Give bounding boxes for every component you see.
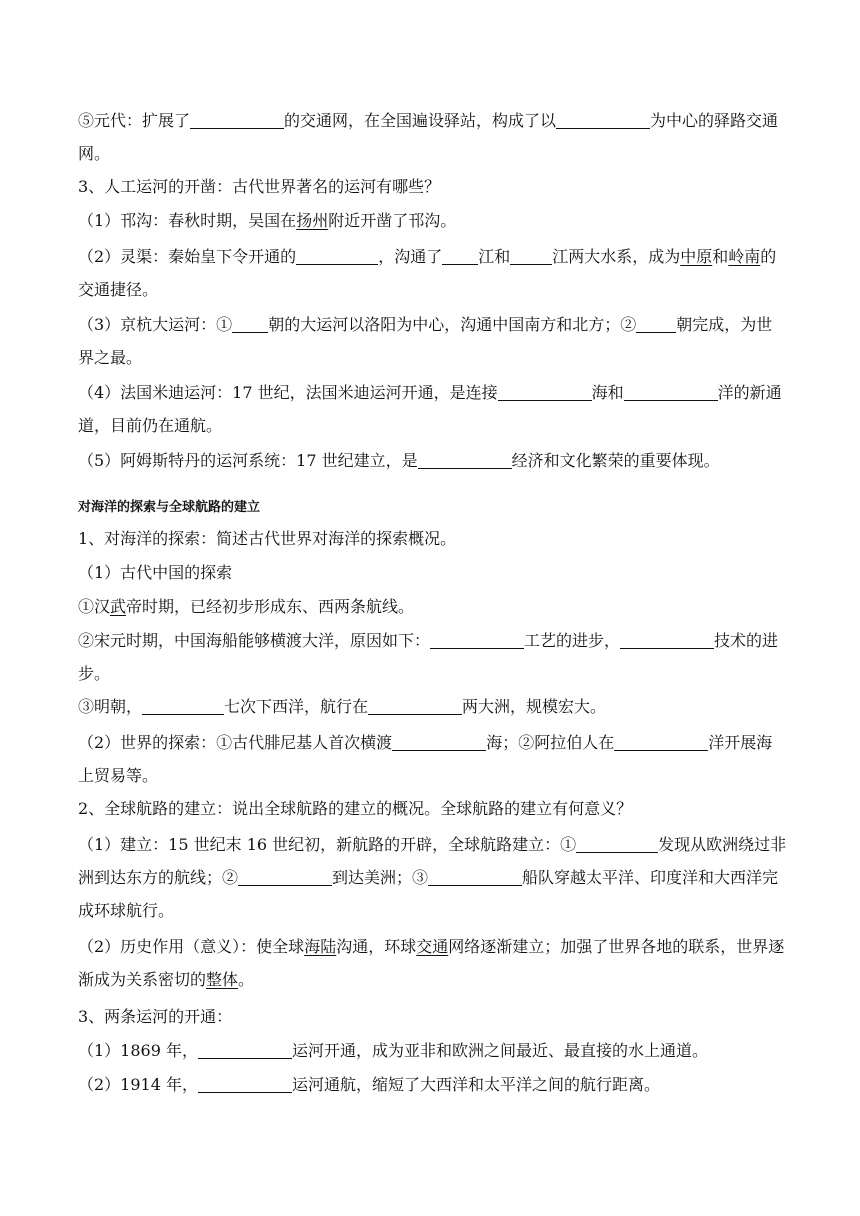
text: 运河开通，成为亚非和欧洲之间最近、最直接的水上通道。 — [292, 1041, 709, 1060]
text: 。 — [238, 970, 255, 989]
panama-item — [78, 1068, 788, 1101]
text: 的交通捷径。 — [78, 247, 777, 299]
answer-blank[interactable] — [442, 247, 478, 265]
text: 网络逐渐建立；加强了世界各地的联系，世界逐渐成为关系密切的 — [78, 937, 785, 989]
underlined-term: 中原 — [680, 247, 713, 266]
text: 运河通航，缩短了大西洋和太平洋之间的航行距离。 — [292, 1075, 661, 1094]
significance-item — [78, 930, 788, 996]
text: 洋的新通道，目前仍在通航。 — [78, 383, 782, 435]
text: （4）法国米迪运河：17 世纪，法国米迪运河开通，是连接 — [78, 383, 498, 402]
suez-item — [78, 1034, 788, 1067]
text: 船队穿越太平洋、印度洋和大西洋完成环球航行。 — [78, 868, 779, 920]
text: 朝完成，为世界之最。 — [78, 315, 773, 367]
text: 为中心的驿路交通网。 — [78, 111, 779, 163]
ocean-question-3: 3、两条运河的开通： — [78, 1007, 233, 1026]
ocean-question-2: 2、全球航路的建立：说出全球航路的建立的概况。全球航路的建立有何意义？ — [78, 799, 633, 818]
answer-blank[interactable] — [296, 247, 378, 265]
text: （2）历史作用（意义）：使全球 — [78, 937, 305, 956]
text: 经济和文化繁荣的重要体现。 — [511, 451, 720, 470]
jinghang-item — [78, 308, 788, 374]
answer-blank[interactable] — [614, 733, 708, 751]
lingqu-item — [78, 240, 788, 306]
answer-blank[interactable] — [510, 247, 552, 265]
text: （3）京杭大运河：① — [78, 315, 233, 334]
canal-question-title: 3、人工运河的开凿：古代世界著名的运河有哪些？ — [78, 177, 441, 196]
answer-blank[interactable] — [498, 383, 592, 401]
text: （1）邗沟：春秋时期，吴国在 — [78, 211, 297, 230]
text: 和 — [712, 247, 729, 266]
text: ⑤元代：扩展了 — [78, 111, 191, 130]
answer-blank[interactable] — [198, 1041, 292, 1059]
text: ，沟通了 — [378, 247, 443, 266]
text: 江和 — [478, 247, 511, 266]
hangou-item — [78, 204, 788, 237]
answer-blank[interactable] — [620, 631, 714, 649]
answer-blank[interactable] — [430, 631, 524, 649]
underlined-term: 海陆 — [304, 937, 337, 956]
underlined-term: 岭南 — [728, 247, 761, 266]
answer-blank[interactable] — [238, 868, 332, 886]
text: 海；②阿拉伯人在 — [486, 733, 615, 752]
text: （2）世界的探索：①古代腓尼基人首次横渡 — [78, 733, 393, 752]
text: 技术的进步。 — [78, 631, 779, 683]
answer-blank[interactable] — [418, 451, 512, 469]
ming-item — [78, 690, 788, 723]
text: （2）1914 年， — [78, 1075, 198, 1094]
song-yuan-item — [78, 624, 788, 690]
answer-blank[interactable] — [576, 835, 658, 853]
text: ③明朝， — [78, 697, 143, 716]
answer-blank[interactable] — [142, 697, 224, 715]
text: 海和 — [591, 383, 624, 402]
text: 的交通网，在全国遍设驿站，构成了以 — [284, 111, 557, 130]
text: 朝的大运河以洛阳为中心，沟通中国南方和北方；② — [268, 315, 637, 334]
answer-blank[interactable] — [556, 111, 650, 129]
text: 七次下西洋，航行在 — [224, 697, 369, 716]
text: 沟通，环球 — [336, 937, 417, 956]
text: （2）灵渠：秦始皇下令开通的 — [78, 247, 297, 266]
text: 两大洲，规模宏大。 — [462, 697, 607, 716]
han-item — [78, 590, 788, 623]
text: 到达美洲；③ — [332, 868, 429, 887]
text: 发现从欧洲绕过非洲到达东方的航线；② — [78, 835, 787, 887]
underlined-term: 交通 — [416, 937, 449, 956]
amsterdam-item — [78, 444, 788, 477]
text: （1）建立：15 世纪末 16 世纪初，新航路的开辟，全球航路建立：① — [78, 835, 577, 854]
answer-blank[interactable] — [368, 697, 462, 715]
text: 附近开凿了邗沟。 — [328, 211, 457, 230]
answer-blank[interactable] — [392, 733, 486, 751]
answer-blank[interactable] — [636, 315, 676, 333]
ancient-china-subtitle: （1）古代中国的探索 — [78, 563, 233, 582]
text: （5）阿姆斯特丹的运河系统：17 世纪建立，是 — [78, 451, 418, 470]
ocean-question-1: 1、对海洋的探索：简述古代世界对海洋的探索概况。 — [78, 529, 457, 548]
text: （1）1869 年， — [78, 1041, 198, 1060]
section-heading: 对海洋的探索与全球航路的建立 — [78, 500, 261, 515]
answer-blank[interactable] — [624, 383, 718, 401]
answer-blank[interactable] — [428, 868, 522, 886]
text: 工艺的进步， — [524, 631, 621, 650]
answer-blank[interactable] — [232, 315, 268, 333]
text: 帝时期，已经初步形成东、西两条航线。 — [126, 597, 415, 616]
text: 洋开展海上贸易等。 — [78, 733, 773, 785]
world-exploration-item — [78, 726, 788, 792]
establishment-item — [78, 828, 788, 927]
answer-blank[interactable] — [198, 1075, 292, 1093]
answer-blank[interactable] — [190, 111, 284, 129]
text: ②宋元时期，中国海船能够横渡大洋，原因如下： — [78, 631, 431, 650]
underlined-term: 整体 — [206, 970, 239, 989]
yuan-dynasty-item — [78, 104, 788, 170]
underlined-term: 武 — [110, 597, 127, 616]
text: 江两大水系，成为 — [552, 247, 681, 266]
underlined-term: 扬州 — [296, 211, 329, 230]
text: ①汉 — [78, 597, 111, 616]
midi-item — [78, 376, 788, 442]
